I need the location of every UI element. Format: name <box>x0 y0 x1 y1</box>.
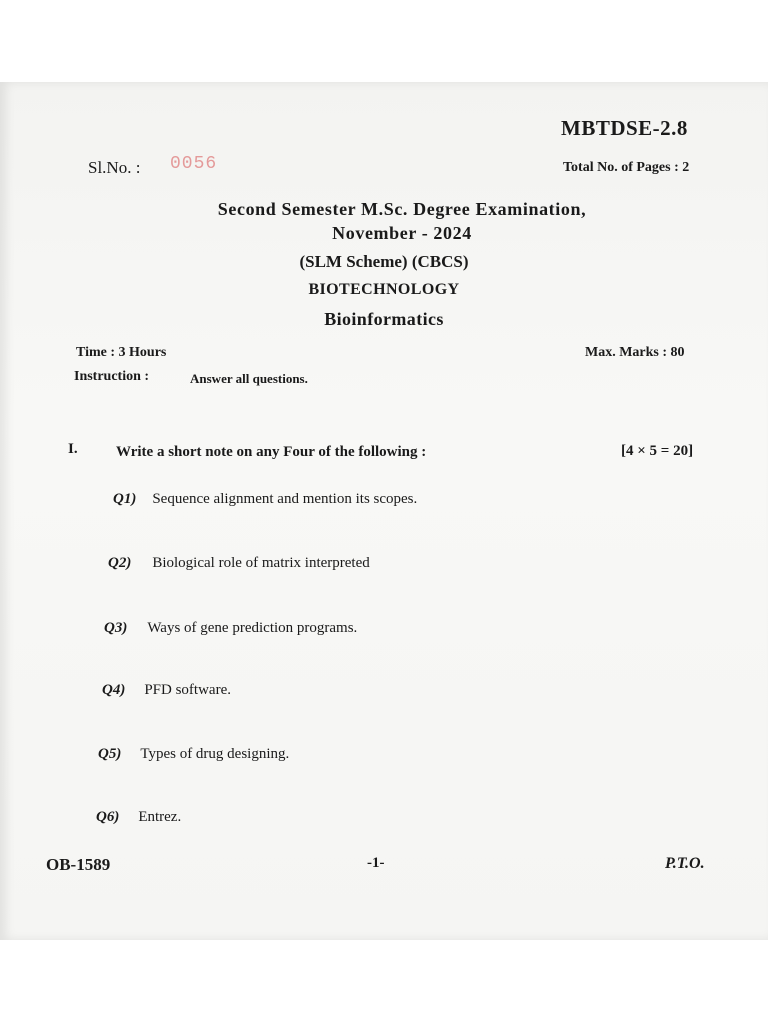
question-number: Q1) <box>113 491 137 507</box>
question-text: Types of drug designing. <box>140 746 290 762</box>
section-number: I. <box>68 441 78 457</box>
question-text: Biological role of matrix interpreted <box>152 555 370 571</box>
question-text: PFD software. <box>144 682 231 698</box>
question-number: Q3) <box>104 620 128 636</box>
exam-subject: BIOTECHNOLOGY <box>308 281 460 298</box>
exam-title: Second Semester M.Sc. Degree Examination, <box>217 199 587 219</box>
exam-paper-name: Bioinformatics <box>324 309 444 329</box>
footer-page-number: -1- <box>367 855 385 871</box>
question-item <box>98 745 289 763</box>
time-allowed: Time : 3 Hours <box>76 345 167 360</box>
serial-number-label: Sl.No. : <box>88 158 141 177</box>
exam-session: November - 2024 <box>332 223 472 243</box>
question-number: Q5) <box>98 746 122 762</box>
question-number: Q2) <box>108 555 132 571</box>
instruction-text: Answer all questions. <box>190 371 308 386</box>
question-item <box>113 490 417 508</box>
footer-pto: P.T.O. <box>665 855 705 872</box>
section-heading: Write a short note on any Four of the following : <box>116 444 427 460</box>
section-marks: [4 × 5 = 20] <box>621 443 694 459</box>
question-item <box>102 681 231 699</box>
paper-code: MBTDSE-2.8 <box>561 116 688 140</box>
question-number: Q6) <box>96 809 120 825</box>
question-number: Q4) <box>102 682 126 698</box>
footer-paper-code: OB-1589 <box>46 855 111 874</box>
instruction-label: Instruction : <box>74 369 150 384</box>
question-item <box>108 554 370 572</box>
exam-scheme: (SLM Scheme) (CBCS) <box>299 252 469 271</box>
max-marks: Max. Marks : 80 <box>585 345 685 360</box>
question-text: Ways of gene prediction programs. <box>147 620 358 636</box>
question-text: Sequence alignment and mention its scopes. <box>152 491 418 507</box>
serial-number-value: 0056 <box>170 154 218 174</box>
total-pages: Total No. of Pages : 2 <box>563 160 690 175</box>
question-text: Entrez. <box>138 809 182 825</box>
question-item <box>104 619 357 637</box>
question-item <box>96 808 181 826</box>
